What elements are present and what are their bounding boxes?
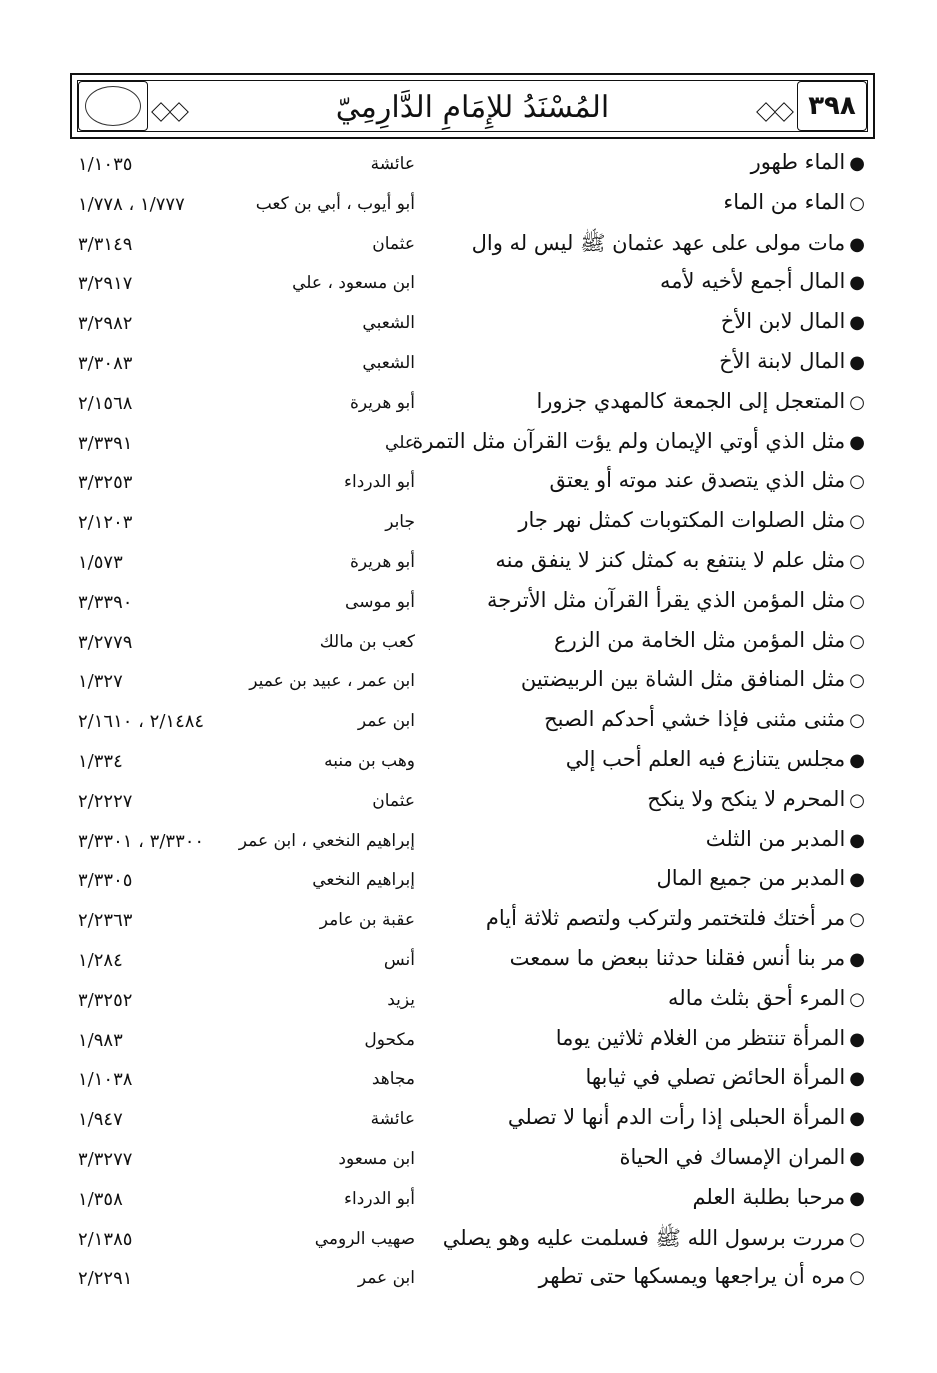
hollow-bullet-icon: ○ — [849, 630, 865, 652]
hadith-text: المران الإمساك في الحياة — [619, 1145, 846, 1169]
index-entry-row — [0, 862, 937, 902]
hollow-bullet-icon: ○ — [849, 789, 865, 811]
hadith-incipit — [751, 150, 865, 174]
volume-hadith-reference: ٢/١٢٠٣ — [78, 512, 133, 534]
volume-hadith-reference: ٢/٢٢٩١ — [78, 1268, 133, 1290]
volume-hadith-reference: ٣/٣٢٥٢ — [78, 989, 133, 1011]
narrator-name: ابن مسعود ، علي — [292, 273, 415, 294]
index-entry-row — [0, 823, 937, 863]
hadith-text: مرحبا بطلبة العلم — [692, 1184, 846, 1209]
hadith-text: الماء من الماء — [723, 189, 846, 214]
volume-hadith-reference: ٣/٣١٤٩ — [78, 233, 133, 255]
volume-hadith-reference: ٣/٣٢٧٧ — [78, 1149, 133, 1170]
index-entry-row — [0, 1101, 937, 1141]
narrator-name: أبو هريرة — [349, 552, 415, 572]
narrator-name: علي — [385, 432, 415, 453]
filled-bullet-icon: ● — [849, 869, 865, 891]
index-entry-row — [0, 624, 937, 664]
narrator-name: ابن مسعود — [338, 1149, 415, 1169]
hadith-text: المرء أحق بثلث ماله — [668, 985, 846, 1010]
index-entry-row — [0, 425, 937, 465]
hadith-text: المتعجل إلى الجمعة كالمهدي جزورا — [536, 388, 846, 413]
filled-bullet-icon: ● — [849, 1148, 865, 1169]
hadith-text: المرأة تنتظر من الغلام ثلاثين يوما — [555, 1025, 846, 1050]
hadith-text: المدبر من الثلث — [705, 826, 846, 851]
hadith-text: المرأة الحبلى إذا رأت الدم أنها لا تصلي — [507, 1105, 846, 1130]
hadith-incipit — [556, 1026, 865, 1050]
hadith-text: مثل الصلوات المكتوبات كمثل نهر جار — [518, 508, 846, 533]
volume-hadith-reference: ١/٣٣٤ — [78, 751, 123, 772]
volume-hadith-reference: ٢/١٣٨٥ — [78, 1228, 133, 1250]
index-entry-row — [0, 1061, 937, 1101]
hadith-text: مثل الذي يتصدق عند موته أو يعتق — [549, 468, 846, 493]
filled-bullet-icon: ● — [849, 1028, 865, 1050]
filled-bullet-icon: ● — [849, 1108, 865, 1130]
narrator-name: ابن عمر ، عبيد بن عمير — [249, 671, 415, 692]
hadith-text: المال لابنة الأخ — [719, 349, 846, 373]
filled-bullet-icon: ● — [849, 272, 865, 294]
hadith-incipit — [472, 230, 865, 261]
hadith-text: مر أختك فلتختمر ولتركب ولتصم ثلاثة أيام — [485, 906, 846, 931]
page-header — [70, 73, 875, 139]
hadith-text: المال أجمع لأخيه لأمه — [660, 269, 846, 294]
volume-hadith-reference: ١/٥٧٣ — [78, 552, 123, 573]
volume-hadith-reference: ٢/٢٣٦٣ — [78, 910, 133, 932]
narrator-name: كعب بن مالك — [319, 631, 415, 652]
narrator-name: الشعبي — [362, 353, 415, 373]
hadith-incipit — [657, 866, 865, 890]
volume-hadith-reference: ٢/٢٢٢٧ — [78, 790, 133, 812]
hadith-text: المدبر من جميع المال — [656, 866, 846, 891]
hadith-incipit — [539, 1264, 865, 1288]
index-entry-row — [0, 982, 937, 1022]
index-entry-row — [0, 942, 937, 982]
filled-bullet-icon: ● — [849, 233, 865, 255]
running-title: المُسْنَدُ للإِمَامِ الدَّارِمِيّ — [335, 89, 610, 125]
volume-hadith-reference: ١/٣٥٨ — [78, 1188, 123, 1210]
narrator-name: مكحول — [364, 1029, 415, 1050]
volume-hadith-reference: ٣/٣٣٠٥ — [78, 870, 133, 892]
hadith-incipit — [706, 827, 865, 851]
hadith-text: مجلس يتنازع فيه العلم أحب إلي — [565, 747, 846, 771]
narrator-name: عائشة — [370, 154, 415, 174]
narrator-name: أبو أيوب ، أبي بن كعب — [255, 193, 415, 214]
hadith-text: مثل المؤمن مثل الخامة من الزرع — [554, 627, 846, 652]
index-entry-row — [0, 663, 937, 703]
narrator-name: عقبة بن عامر — [319, 910, 415, 931]
index-entry-row — [0, 1221, 937, 1261]
index-entry-row — [0, 504, 937, 544]
index-entry-row — [0, 1260, 937, 1300]
hadith-incipit — [412, 429, 865, 453]
index-entry-row — [0, 385, 937, 425]
narrator-name: جابر — [385, 512, 415, 533]
hadith-incipit — [719, 349, 865, 373]
hadith-text: مثنى مثنى فإذا خشي أحدكم الصبح — [544, 707, 846, 732]
hadith-incipit — [723, 190, 865, 214]
narrator-name: الشعبي — [362, 313, 415, 334]
hadith-text: الماء طهور — [750, 150, 846, 174]
hadith-text: المرأة الحائض تصلي في ثيابها — [585, 1065, 846, 1090]
volume-hadith-reference: ٣/٢٩١٧ — [78, 273, 133, 295]
index-entry-row — [0, 783, 937, 823]
filled-bullet-icon: ● — [849, 1187, 865, 1209]
hollow-bullet-icon: ○ — [849, 590, 865, 612]
narrator-name: ابن عمر — [357, 711, 415, 732]
hadith-incipit — [585, 1065, 865, 1089]
hadith-incipit — [566, 747, 865, 771]
hollow-bullet-icon: ○ — [849, 670, 865, 692]
hollow-bullet-icon: ○ — [849, 710, 865, 732]
volume-hadith-reference: ١/١٠٣٨ — [78, 1069, 133, 1091]
volume-hadith-reference: ١/٢٨٤ — [78, 950, 123, 971]
hadith-incipit — [487, 588, 865, 612]
hollow-bullet-icon: ○ — [849, 511, 865, 533]
filled-bullet-icon: ● — [849, 949, 865, 970]
hadith-incipit — [544, 707, 865, 731]
filled-bullet-icon: ● — [849, 153, 865, 174]
hadith-incipit — [647, 787, 865, 811]
narrator-name: أبو هريرة — [349, 392, 415, 413]
index-entry-row — [0, 1141, 937, 1181]
index-entry-row — [0, 226, 937, 266]
hadith-incipit — [536, 389, 865, 413]
narrator-name: ابن عمر — [357, 1268, 415, 1289]
volume-hadith-reference: ٢/١٤٨٤ ، ٢/١٦١٠ — [78, 711, 205, 733]
index-entry-row — [0, 902, 937, 942]
hadith-incipit — [486, 906, 865, 930]
filled-bullet-icon: ● — [849, 352, 865, 373]
narrator-name: يزيد — [387, 989, 415, 1010]
index-entry-row — [0, 305, 937, 345]
narrator-name: عثمان — [372, 790, 415, 811]
volume-hadith-reference: ١/١٠٣٥ — [78, 154, 133, 175]
hollow-bullet-icon: ○ — [849, 551, 865, 572]
narrator-name: إبراهيم النخعي — [312, 870, 415, 891]
hadith-text: مثل علم لا ينتفع به كمثل كنز لا ينفق منه — [495, 548, 846, 572]
volume-hadith-reference: ١/٩٨٣ — [78, 1029, 123, 1051]
index-entry-row — [0, 703, 937, 743]
index-entry-row — [0, 186, 937, 226]
hollow-bullet-icon: ○ — [849, 391, 865, 413]
hadith-incipit — [549, 468, 865, 492]
narrator-name: صهيب الرومي — [314, 1228, 415, 1249]
hollow-bullet-icon: ○ — [849, 909, 865, 931]
index-entry-row — [0, 1022, 937, 1062]
hadith-incipit — [508, 1105, 865, 1129]
narrator-name: أنس — [383, 950, 415, 970]
hadith-incipit — [443, 1225, 865, 1256]
filled-bullet-icon: ● — [849, 750, 865, 771]
hadith-incipit — [692, 1185, 865, 1209]
header-seal-ornament — [78, 81, 148, 131]
hadith-incipit — [554, 628, 865, 652]
hadith-incipit — [668, 986, 865, 1010]
filled-bullet-icon: ● — [849, 829, 865, 851]
volume-hadith-reference: ٢/١٥٦٨ — [78, 392, 133, 414]
volume-hadith-reference: ٣/٣٣٩١ — [78, 432, 133, 454]
hadith-text: مر بنا أنس فقلنا حدثنا ببعض ما سمعت — [509, 946, 846, 970]
hollow-bullet-icon: ○ — [849, 988, 865, 1010]
hollow-bullet-icon: ○ — [849, 192, 865, 214]
page-number-box — [797, 81, 867, 131]
volume-hadith-reference: ٣/٣٣٠٠ ، ٣/٣٣٠١ — [78, 830, 205, 852]
filled-bullet-icon: ● — [849, 1068, 865, 1090]
hadith-text: مثل المنافق مثل الشاة بين الربيضتين — [520, 667, 846, 692]
filled-bullet-icon: ● — [849, 431, 865, 453]
volume-hadith-reference: ٣/٣٠٨٣ — [78, 353, 133, 374]
volume-hadith-reference: ٣/٣٢٥٣ — [78, 472, 133, 494]
volume-hadith-reference: ١/٧٧٧ ، ١/٧٧٨ — [78, 193, 185, 215]
index-entry-row — [0, 146, 937, 186]
narrator-name: وهب بن منبه — [324, 751, 415, 771]
index-entry-row — [0, 1181, 937, 1221]
hadith-text: مات مولى على عهد عثمان ﷺ ليس له وال — [471, 230, 846, 255]
filled-bullet-icon: ● — [849, 312, 865, 334]
hadith-text: المال لابن الأخ — [720, 309, 846, 334]
volume-hadith-reference: ١/٩٤٧ — [78, 1109, 123, 1131]
hadith-incipit — [660, 269, 865, 293]
narrator-name: عائشة — [370, 1109, 415, 1130]
index-entry-row — [0, 544, 937, 584]
hadith-text: مثل الذي أوتي الإيمان ولم يؤت القرآن مثل التمرة — [412, 428, 846, 453]
narrator-name: عثمان — [372, 233, 415, 254]
narrator-name: أبو موسى — [345, 591, 415, 612]
index-entry-row — [0, 743, 937, 783]
hadith-incipit — [721, 309, 865, 333]
page-number: ٣٩٨ — [808, 91, 856, 121]
hadith-incipit — [495, 548, 865, 572]
narrator-name: أبو الدرداء — [344, 1188, 415, 1209]
volume-hadith-reference: ١/٣٢٧ — [78, 671, 123, 693]
hadith-text: مررت برسول الله ﷺ فسلمت عليه وهو يصلي — [442, 1225, 846, 1250]
hadith-incipit — [510, 946, 865, 970]
hadith-text: مثل المؤمن الذي يقرأ القرآن مثل الأترجة — [487, 587, 846, 612]
volume-hadith-reference: ٣/٢٧٧٩ — [78, 631, 133, 653]
index-entry-row — [0, 345, 937, 385]
hadith-text: مره أن يراجعها ويمسكها حتى تطهر — [538, 1264, 846, 1289]
hollow-bullet-icon: ○ — [849, 1228, 865, 1250]
volume-hadith-reference: ٣/٢٩٨٢ — [78, 313, 133, 335]
hadith-text: المحرم لا ينكح ولا ينكح — [647, 786, 846, 811]
hadith-incipit — [619, 1145, 865, 1169]
narrator-name: أبو الدرداء — [344, 472, 415, 493]
narrator-name: مجاهد — [371, 1069, 415, 1090]
narrator-name: إبراهيم النخعي ، ابن عمر — [238, 830, 415, 851]
hadith-incipit — [521, 667, 865, 691]
hadith-incipit — [518, 508, 865, 532]
hollow-bullet-icon: ○ — [849, 471, 865, 493]
index-entry-row — [0, 265, 937, 305]
index-entry-row — [0, 464, 937, 504]
hollow-bullet-icon: ○ — [849, 1267, 865, 1289]
volume-hadith-reference: ٣/٣٣٩٠ — [78, 591, 133, 613]
book-seal-icon — [85, 86, 141, 126]
index-entry-row — [0, 584, 937, 624]
